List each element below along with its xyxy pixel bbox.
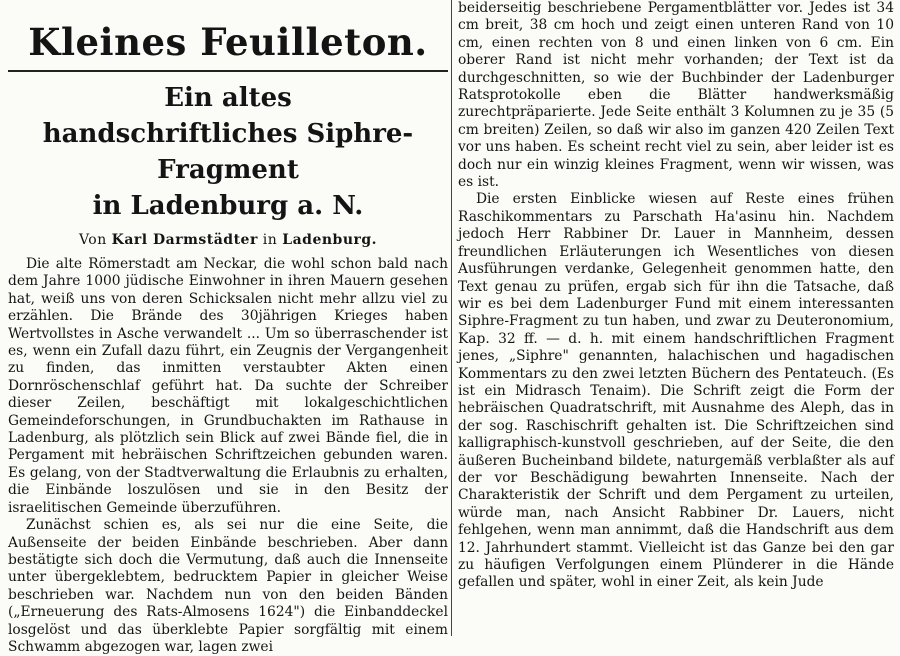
right-paragraph-1: beiderseitig beschriebene Pergamentblätter vor. Jedes ist 34 cm breit, 38 cm hoch und zeigt einen unteren Rand von 10 cm, einen rechten von 8 und einen linken von 6 cm. Ein oberer Rand ist nicht mehr vorhanden; der Text ist da durchgeschnitten, so wie der Buchbinder der Ladenburger Ratsprotokolle eben die Blätter handwerksmäßig zurechtpräparierte. Jede Seite enthält 3 Kolumnen zu je 35 (5 cm breiten) Zeilen, so daß wir also im ganzen 420 Zeilen Text vor uns haben. Es scheint recht viel zu sein, aber leider ist es doch nur ein winzig kleines Fragment, wenn wir wissen, was es ist. [458,0,894,191]
right-column [458,0,894,636]
left-paragraph-2: Zunächst schien es, als sei nur die eine Seite, die Außenseite der beiden Einbände beschrieben. Aber dann bestätigte sich doch die Vermutung, daß auch die Innenseite unter übergeklebtem, bedrucktem Papier in gleicher Weise beschrieben war. Nachdem nun von den beiden Bänden („Erneuerung des Rats-Almosens 1624") die Einbanddeckel losgelöst und das überklebte Papier sorgfältig mit einem Schwamm abgezogen war, lagen zwei [8,517,448,655]
title-line-1: Ein altes [164,83,292,113]
byline-middle: in [262,232,278,248]
masthead-rule [8,70,448,72]
right-paragraph-2: Die ersten Einblicke wiesen auf Reste eines frühen Raschikommentars zu Parschath Ha'asinu hin. Nachdem jedoch Herr Rabbiner Dr. Lauer in Mannheim, dessen freundlichen Erläuterungen ich Wesentliches von diesen Ausführungen verdanke, Gelegenheit genommen hatte, den Text genau zu prüfen, ergab sich für ihn die Tatsache, daß wir es bei dem Ladenburger Fund mit einem interessanten Siphre-Fragment zu tun haben, und zwar zu Deuteronomium, Kap. 32 ff. — d. h. mit einem handschriftlichen Fragment jenes, „Siphre" genannten, halachischen und hagadischen Kommentars zu den zwei letzten Büchern des Pentateuch. (Es ist ein Midrasch Tenaim). Die Schrift zeigt die Form der hebräischen Quadratschrift, mit Ausnahme des Aleph, das in der sog. Raschischrift gehalten ist. Die Schriftzeichen sind kalligraphisch-kunstvoll geschrieben, auf der Seite, die den äußeren Bucheinband bildete, naturgemäß verblaßter als auf der vor Beschädigung bewahrten Innenseite. Nach der Charakteristik der Schrift und dem Pergament zu urteilen, würde man, nach Ansicht Rabbiner Dr. Lauers, nicht fehlgehen, wenn man annimmt, daß die Handschrift aus dem 12. Jahrhundert stammt. Vielleicht ist das Ganze bei den gar zu häufigen Verfolgungen einem Plünderer in die Hände gefallen und später, wohl in einer Zeit, als kein Jude [458,191,894,591]
section-masthead: Kleines Feuilleton. [28,20,428,64]
byline-place: Ladenburg. [282,232,378,248]
title-line-2: handschriftliches Siphre-Fragment [42,119,414,185]
column-rule [451,0,452,636]
byline-author: Karl Darmstädter [111,232,258,248]
article-title [8,80,448,224]
byline-prefix: Von [78,232,107,248]
byline [8,230,448,250]
title-line-3: in Ladenburg a. N. [92,191,364,221]
left-column [8,0,448,655]
left-paragraph-1: Die alte Römerstadt am Neckar, die wohl schon bald nach dem Jahre 1000 jüdische Einwohner in ihren Mauern gesehen hat, weiß uns von deren Schicksalen nicht mehr allzu viel zu erzählen. Die Brände des 30jährigen Krieges haben Wertvollstes in Asche verwandelt ... Um so überraschender ist es, wenn ein Zufall dazu führt, ein Zeugnis der Vergangenheit zu finden, das inmitten verstaubter Akten einen Dornröschenschlaf geführt hat. Da suchte der Schreiber dieser Zeilen, beschäftigt mit lokalgeschichtlichen Gemeindeforschungen, in Grundbuchakten im Rathause in Ladenburg, als plötzlich sein Blick auf zwei Bände fiel, die in Pergament mit hebräischen Schriftzeichen gebunden waren. Es gelang, von der Stadtverwaltung die Erlaubnis zu erhalten, die Einbände loszulösen und sie in den Besitz der israelitischen Gemeinde überzuführen. [8,256,448,516]
